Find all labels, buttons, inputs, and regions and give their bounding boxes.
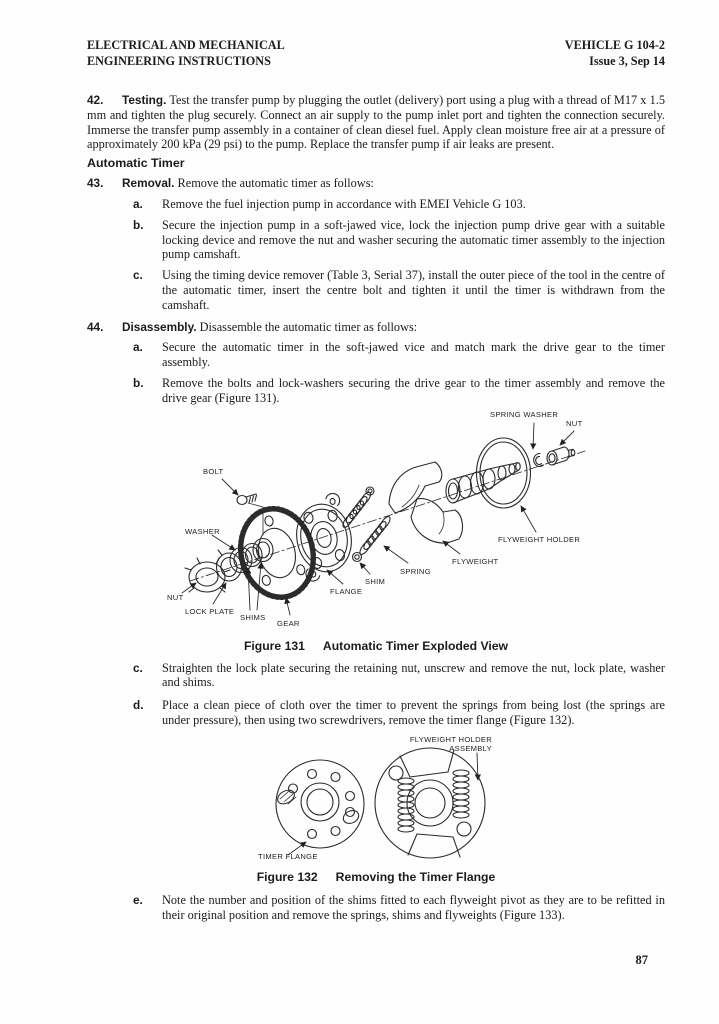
fig131-label-nut-left: NUT: [167, 592, 184, 602]
fig131-label-lock-plate: LOCK PLATE: [185, 606, 235, 616]
fig131-label-spring: SPRING: [400, 566, 431, 576]
page-number: 87: [635, 953, 648, 967]
item-text: Using the timing device remover (Table 3, Serial 37), install the outer piece of the tool in the centre of the automatic timer, insert the centre bolt and tighten it until the timer is withdrawn from the camshaft.: [162, 268, 665, 312]
fig132-label-timer-flange: TIMER FLANGE: [258, 851, 318, 861]
fig131-label-shims: SHIMS: [240, 612, 266, 622]
header-right-line1: VEHICLE G 104-2: [564, 38, 665, 52]
item-letter: e.: [133, 892, 143, 907]
page-header: [87, 0, 665, 69]
figure-132-caption-number: Figure 132: [256, 869, 318, 884]
paragraph-44: [87, 320, 665, 335]
figure-132-timer-flange-drawing: [240, 729, 540, 869]
figure-131-caption-title: Automatic Timer Exploded View: [322, 638, 509, 653]
section-heading-automatic-timer: Automatic Timer: [87, 156, 185, 171]
item-text: Remove the fuel injection pump in accordance with EMEI Vehicle G 103.: [162, 196, 526, 211]
figure-132: [87, 729, 665, 867]
paragraph-42-text: Test the transfer pump by plugging the outlet (delivery) port using a plug with a thread of M17 x 1.5 mm and tighten the plug securely. Connect an air supply to the pump inlet port and tighten the connection securely. Immerse the transfer pump assembly in a container of clean diesel fuel. Apply clean moisture free air at a pressure of approximately 200 kPa (29 psi) to the pump. Replace the transfer pump if air leaks are present.: [87, 93, 665, 152]
list-item-44a: [133, 340, 665, 370]
fig132-label-line2: ASSEMBLY: [449, 743, 492, 753]
flyweight-holder-assembly-part: [375, 748, 485, 858]
header-left-line1: ELECTRICAL AND MECHANICAL: [87, 38, 285, 52]
item-letter: a.: [133, 340, 143, 355]
figure-131: [87, 407, 665, 637]
header-left: [87, 37, 285, 69]
figure-131-exploded-view-drawing: [150, 407, 670, 637]
paragraph-44-text: Disassemble the automatic timer as follows:: [199, 319, 418, 334]
figure-131-caption: [87, 639, 665, 654]
item-text: Remove the bolts and lock-washers securing the drive gear to the timer assembly and remove the drive gear (Figure 131).: [162, 375, 665, 405]
axis-centerline: [190, 451, 585, 581]
item-text: Secure the automatic timer in the soft-jawed vice and match mark the drive gear to the timer assembly.: [162, 340, 665, 370]
list-item-43c: [133, 268, 665, 312]
item-text: Secure the injection pump in a soft-jawed vice, lock the injection pump drive gear with a suitable locking device and remove the nut and washer securing the automatic timer assembly to the injection pump camshaft.: [162, 217, 665, 262]
item-letter: c.: [133, 268, 143, 283]
item-letter: b.: [133, 375, 144, 390]
paragraph-42-label: Testing.: [122, 93, 167, 107]
item-text: Straighten the lock plate securing the retaining nut, unscrew and remove the nut, lock plate, washer and shims.: [162, 660, 665, 690]
fig131-label-flange: FLANGE: [330, 586, 363, 596]
paragraph-43-number: 43.: [87, 176, 104, 191]
list-item-43a: [133, 197, 665, 212]
fig132-label-line1: FLYWEIGHT HOLDER: [409, 734, 492, 744]
item-letter: c.: [133, 660, 143, 675]
fig131-label-shim: SHIM: [365, 576, 386, 586]
figure-132-caption: [87, 870, 665, 885]
leader-arrows: [182, 423, 574, 615]
fig131-label-gear: GEAR: [277, 618, 300, 628]
list-item-44c: [133, 661, 665, 691]
paragraph-44-number: 44.: [87, 319, 104, 334]
list-item-43b: [133, 218, 665, 262]
paragraph-44-label: Disassembly.: [122, 319, 197, 334]
spring-washer-part: [534, 453, 544, 466]
item-text: Note the number and position of the shims fitted to each flyweight pivot as they are to be refitted in their original position and remove the springs, shims and flyweights (Figure 133).: [162, 892, 665, 922]
item-letter: a.: [133, 196, 143, 211]
list-item-44b: [133, 376, 665, 406]
lock-plate-part: [217, 550, 242, 581]
paragraph-43-text: Remove the automatic timer as follows:: [177, 176, 374, 191]
header-right: [565, 37, 665, 69]
shim-part: [353, 552, 362, 561]
fig131-label-nut-right: NUT: [566, 418, 583, 428]
fig132-label-flyweight-holder-assembly: [396, 735, 492, 753]
figure-131-caption-number: Figure 131: [243, 638, 305, 653]
fig131-label-flyweight-holder: FLYWEIGHT HOLDER: [498, 534, 581, 544]
fig131-label-flyweight: FLYWEIGHT: [452, 556, 499, 566]
header-left-line2: ENGINEERING INSTRUCTIONS: [87, 54, 271, 68]
header-right-line2: Issue 3, Sep 14: [589, 54, 665, 68]
paragraph-42-number: 42.: [87, 93, 104, 107]
spring-part-upper: [341, 487, 374, 529]
figure-132-caption-title: Removing the Timer Flange: [335, 869, 496, 884]
timer-flange-part: [275, 760, 364, 848]
fig131-label-bolt: BOLT: [203, 466, 224, 476]
fig131-label-washer: WASHER: [185, 526, 220, 536]
spring-part-lower: [358, 515, 392, 556]
timer-hub-part: [446, 462, 520, 503]
nut-part-right: [547, 447, 575, 465]
paragraph-43-label: Removal.: [122, 176, 175, 191]
item-letter: d.: [133, 698, 144, 713]
list-item-44e: [133, 893, 665, 923]
paragraph-42: [87, 93, 665, 152]
item-letter: b.: [133, 217, 144, 232]
paragraph-43: [87, 176, 665, 191]
item-text: Place a clean piece of cloth over the timer to prevent the springs from being lost (the springs are under pressure), then using two screwdrivers, remove the timer flange (Figure 132).: [162, 698, 665, 727]
page-content: [87, 0, 665, 922]
fig131-label-spring-washer: SPRING WASHER: [490, 409, 559, 419]
list-item-44d: [133, 698, 665, 728]
